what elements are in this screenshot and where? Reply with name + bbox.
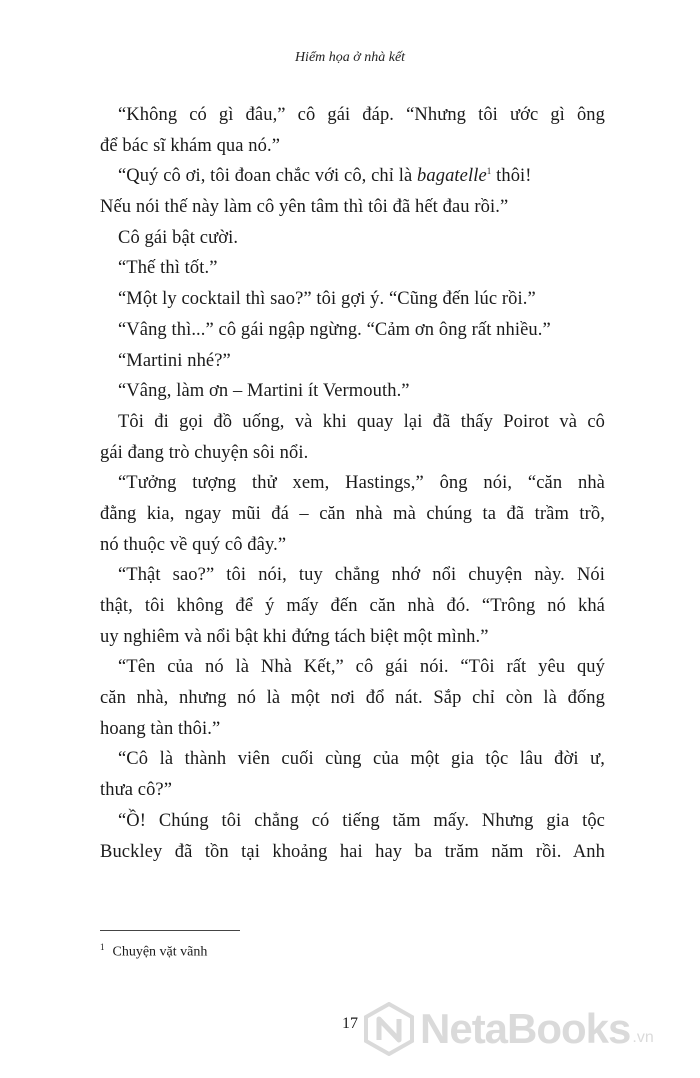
text-line: hoang tàn thôi.” — [100, 718, 221, 739]
text-line: “Vâng thì...” cô gái ngập ngừng. “Cảm ơn ông rất nhiều.” — [118, 319, 551, 340]
text-line: thưa cô?” — [100, 780, 173, 801]
footnote-divider — [100, 930, 240, 931]
page-number: 17 — [342, 1015, 358, 1032]
text-line: căn nhà, nhưng nó là một nơi đổ nát. Sắp chỉ còn là đống — [100, 688, 605, 709]
text-line: Nếu nói thế này làm cô yên tâm thì tôi đã hết đau rồi.” — [100, 197, 509, 218]
text-line: “Tên của nó là Nhà Kết,” cô gái nói. “Tôi rất yêu quý — [118, 657, 605, 678]
watermark — [362, 1003, 692, 1055]
text-run: “Quý cô ơi, tôi đoan chắc với cô, chỉ là — [118, 166, 418, 187]
text-line: “Một ly cocktail thì sao?” tôi gợi ý. “Cũng đến lúc rồi.” — [118, 289, 536, 310]
text-line — [100, 161, 605, 192]
text-line: Cô gái bật cười. — [118, 227, 239, 248]
text-line: “Tưởng tượng thử xem, Hastings,” ông nói, “căn nhà — [118, 473, 605, 494]
text-line: Tôi đi gọi đồ uống, và khi quay lại đã thấy Poirot và cô — [118, 411, 605, 432]
text-line: “Cô là thành viên cuối cùng của một gia tộc lâu đời ư, — [118, 749, 605, 770]
text-line: để bác sĩ khám qua nó.” — [100, 135, 281, 156]
watermark-suffix: .vn — [632, 1029, 654, 1046]
text-run: thôi! — [491, 166, 532, 187]
footnote-text: Chuyện vặt vãnh — [112, 944, 208, 960]
text-line: đằng kia, ngay mũi đá – căn nhà mà chúng ta đã trầm trồ, — [100, 503, 605, 524]
watermark-brand: NetaBooks — [420, 1005, 631, 1052]
text-line: “Martini nhé?” — [118, 350, 231, 371]
text-line: “Ồ! Chúng tôi chẳng có tiếng tăm mấy. Nhưng gia tộc — [118, 810, 605, 831]
text-line: “Vâng, làm ơn – Martini ít Vermouth.” — [118, 381, 410, 402]
running-title: Hiểm họa ở nhà kết — [294, 50, 406, 65]
footnote-marker[interactable]: 1 — [486, 166, 492, 177]
text-line: gái đang trò chuyện sôi nổi. — [100, 442, 309, 463]
netabooks-logo-icon — [362, 1002, 416, 1056]
text-line: thật, tôi không để ý mấy đến căn nhà đó. “Trông nó khá — [100, 596, 605, 616]
text-line: “Thật sao?” tôi nói, tuy chẳng nhớ nổi chuyện này. Nói — [118, 565, 605, 586]
text-line: “Thế thì tốt.” — [118, 258, 218, 279]
text-line: nó thuộc về quý cô đây.” — [100, 534, 287, 555]
text-line: Buckley đã tồn tại khoảng hai hay ba trăm năm rồi. Anh — [100, 841, 605, 862]
text-line: “Không có gì đâu,” cô gái đáp. “Nhưng tôi ước gì ông — [118, 105, 605, 125]
italic-term: bagatelle — [417, 166, 487, 187]
footnote-number: 1 — [100, 942, 105, 952]
text-line: uy nghiêm và nổi bật khi đứng tách biệt một mình.” — [100, 626, 489, 647]
footnote — [100, 942, 207, 961]
body-text — [100, 100, 605, 867]
